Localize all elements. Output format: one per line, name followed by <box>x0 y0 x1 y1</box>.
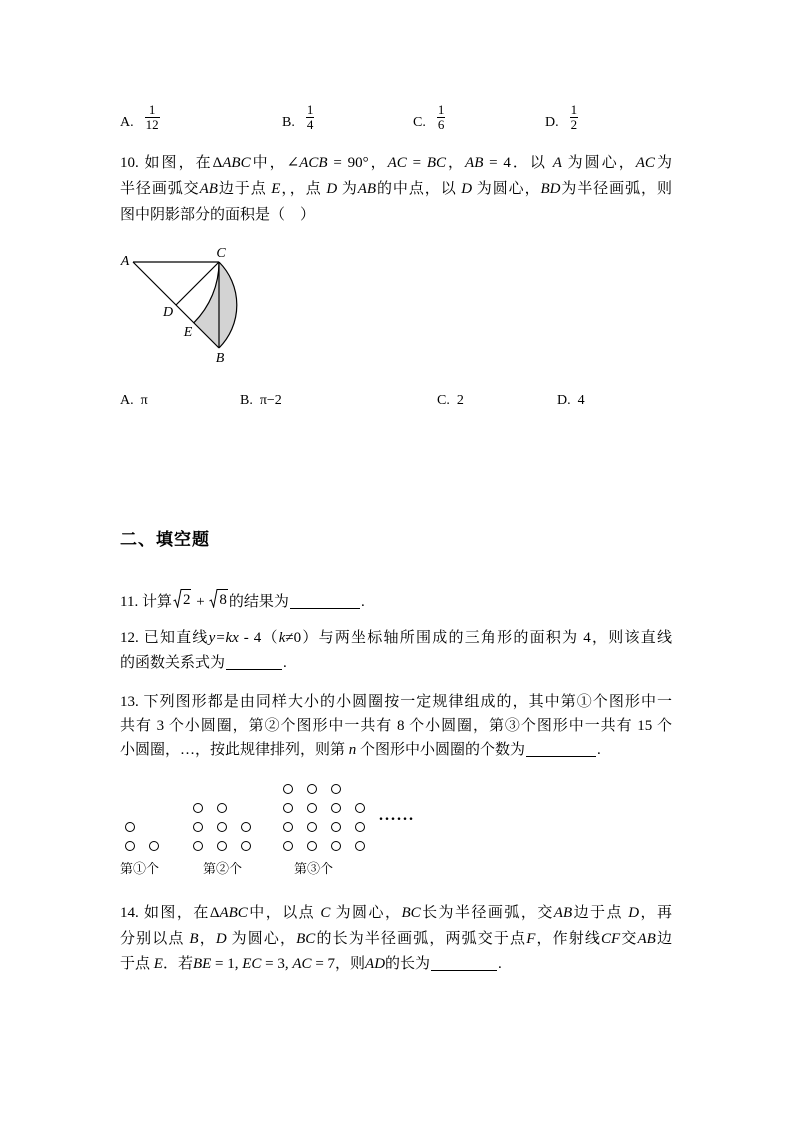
fraction <box>437 103 446 132</box>
small-circle <box>356 823 365 832</box>
radicand: 2 <box>182 589 192 608</box>
pattern-caption-2: 第②个 <box>203 861 243 876</box>
square-root <box>173 589 192 608</box>
text-run: 长为半径画弧，交 <box>420 905 554 921</box>
point-label-d: D <box>162 305 174 320</box>
section-heading: 二、填空题 <box>120 530 210 549</box>
option-label: A. <box>120 115 134 130</box>
math-variable: BE <box>192 956 212 972</box>
q10-option-a <box>120 391 148 411</box>
text-run: = 1, <box>211 956 243 972</box>
text-run: 的函数关系式为 <box>120 655 226 671</box>
text-run: 11. 计算 <box>120 594 172 610</box>
small-circle <box>356 842 365 851</box>
fraction <box>145 103 160 132</box>
math-variable: AB <box>465 155 484 171</box>
small-circle <box>308 804 317 813</box>
math-variable: y=kx <box>208 630 239 646</box>
small-circle <box>284 842 293 851</box>
math-variable: ABC <box>219 905 248 921</box>
small-circle <box>332 804 341 813</box>
text-run: 中，以点 <box>247 905 321 921</box>
math-variable: D <box>326 181 338 197</box>
text-run: . <box>597 742 601 758</box>
text-run: 为圆心， <box>226 931 297 947</box>
math-variable: AB <box>637 931 656 947</box>
q10-option-c <box>437 391 464 411</box>
fraction-denominator: 6 <box>437 117 445 132</box>
text-run: ， <box>198 931 216 947</box>
pattern-caption-3: 第③个 <box>294 861 334 876</box>
small-circle <box>194 804 203 813</box>
small-circle <box>194 842 203 851</box>
pattern-figure-1 <box>126 823 159 851</box>
text-run: 14. 如图，在Δ <box>120 905 220 921</box>
small-circle <box>332 823 341 832</box>
math-variable: n <box>348 742 357 758</box>
fraction-numerator: 1 <box>148 102 156 117</box>
text-run: 于点 <box>120 956 154 972</box>
option-d <box>545 98 578 132</box>
q13-line-3 <box>120 740 672 760</box>
small-circle <box>308 842 317 851</box>
option-value: π <box>140 393 148 408</box>
text-run: 小圆圈，…，按此规律排列，则第 <box>120 742 349 758</box>
text-run: + <box>192 594 209 610</box>
math-variable: E <box>271 181 281 197</box>
small-circle <box>218 804 227 813</box>
small-circle <box>126 823 135 832</box>
fraction-numerator: 1 <box>306 102 314 117</box>
text-run: . <box>360 594 365 610</box>
math-variable: AD <box>365 956 386 972</box>
math-variable: E <box>153 956 163 972</box>
q13-line-2 <box>120 716 672 736</box>
math-variable: AB <box>357 181 377 197</box>
answer-blank <box>226 654 282 670</box>
answer-blank <box>290 593 360 609</box>
option-value: 2 <box>456 393 464 408</box>
q12-line-2 <box>120 653 672 673</box>
option-label: D. <box>557 393 571 408</box>
option-c <box>413 98 445 132</box>
math-variable: ABC <box>222 155 251 171</box>
option-label: A. <box>120 393 134 408</box>
text-run: 为圆心， <box>330 905 402 921</box>
small-circle <box>284 785 293 794</box>
small-circle <box>242 842 251 851</box>
text-run: ，，点 <box>280 181 327 197</box>
pattern-figure-2 <box>194 804 251 851</box>
text-run: ， <box>446 155 466 171</box>
pattern-caption-1: 第①个 <box>120 861 160 876</box>
math-variable: EC <box>242 956 262 972</box>
answer-blank <box>526 741 596 757</box>
q14-line-1 <box>120 903 672 923</box>
text-run: 为 <box>337 181 358 197</box>
text-run: ，再 <box>639 905 672 921</box>
point-label-a: A <box>120 254 130 269</box>
fraction-denominator: 12 <box>145 117 159 132</box>
text-run: 边 <box>655 931 672 947</box>
pattern-ellipsis: ...... <box>379 807 415 824</box>
q13-line-1 <box>120 692 672 712</box>
math-variable: k <box>278 630 286 646</box>
text-run: 的中点，以 <box>376 181 462 197</box>
math-variable: AC <box>635 155 655 171</box>
small-circle <box>332 842 341 851</box>
fraction-denominator: 2 <box>570 117 578 132</box>
small-circle <box>150 842 159 851</box>
small-circle <box>308 785 317 794</box>
q10-line-2 <box>120 179 672 199</box>
fraction-numerator: 1 <box>437 102 445 117</box>
option-label: C. <box>437 393 450 408</box>
option-label: B. <box>240 393 253 408</box>
q11-line-1 <box>120 589 672 609</box>
point-label-e: E <box>183 325 193 340</box>
radical-sign-icon <box>209 589 218 608</box>
radicand: 8 <box>218 589 228 608</box>
text-run: 12. 已知直线 <box>120 630 209 646</box>
small-circle <box>218 842 227 851</box>
answer-blank <box>431 955 497 971</box>
math-variable: C <box>320 905 331 921</box>
point-label-b: B <box>215 351 225 366</box>
math-variable: AB <box>199 181 218 197</box>
option-value: π−2 <box>259 393 282 408</box>
text-run: ，作射线 <box>535 931 602 947</box>
math-variable: BC <box>401 905 421 921</box>
math-variable: D <box>628 905 640 921</box>
text-run: . <box>498 956 502 972</box>
text-run: 分别以点 <box>120 931 190 947</box>
math-variable: ACB <box>299 155 328 171</box>
text-run: 共有 3 个小圆圈，第②个图形中一共有 8 个小圆圈，第③个图形中一共有 15 个 <box>120 718 672 734</box>
text-run: ．若 <box>162 956 193 972</box>
option-label: D. <box>545 115 559 130</box>
small-circle <box>126 842 135 851</box>
math-variable: AC <box>292 956 312 972</box>
option-a <box>120 98 160 132</box>
small-circle <box>284 823 293 832</box>
text-run: . <box>283 655 287 671</box>
math-variable: D <box>461 181 473 197</box>
math-variable: BD <box>540 181 561 197</box>
text-run: 为圆心， <box>561 155 636 171</box>
option-label: C. <box>413 115 426 130</box>
shaded-region <box>194 262 237 348</box>
q12-line-1 <box>120 628 672 648</box>
text-run: = 90°， <box>327 155 388 171</box>
small-circle <box>356 804 365 813</box>
q14-line-3 <box>120 954 672 974</box>
radical-sign-icon <box>173 589 182 608</box>
small-circle <box>242 823 251 832</box>
option-value: 4 <box>577 393 585 408</box>
fraction <box>570 103 579 132</box>
option-label: B. <box>282 115 295 130</box>
small-circle <box>284 804 293 813</box>
fraction-numerator: 1 <box>570 102 578 117</box>
text-run: = 3, <box>261 956 293 972</box>
q13-circle-pattern-figure <box>110 775 380 855</box>
small-circle <box>194 823 203 832</box>
math-variable: A <box>552 155 562 171</box>
fraction <box>306 103 315 132</box>
option-b <box>282 98 314 132</box>
text-run: = 7，则 <box>311 956 366 972</box>
math-variable: F <box>526 931 536 947</box>
text-run: = <box>406 155 427 171</box>
point-label-c: C <box>216 246 226 261</box>
small-circle <box>332 785 341 794</box>
text-run: 交 <box>620 931 638 947</box>
math-variable: BC <box>296 931 316 947</box>
text-run: 半径画弧交 <box>120 181 200 197</box>
small-circle <box>308 823 317 832</box>
q10-line-1 <box>120 153 672 173</box>
q10-option-b <box>240 391 282 411</box>
text-run: 的结果为 <box>228 594 289 610</box>
text-run: 13. 下列图形都是由同样大小的小圆圈按一定规律组成的，其中第①个图形中一 <box>120 694 672 710</box>
math-variable: B <box>189 931 199 947</box>
math-variable: D <box>215 931 227 947</box>
q10-line-3 <box>120 205 672 225</box>
math-variable: CF <box>601 931 621 947</box>
pattern-figure-3 <box>284 785 365 851</box>
text-run: 10. 如图，在Δ <box>120 155 223 171</box>
text-run: 图中阴影部分的面积是（ ） <box>120 207 316 223</box>
text-run: 为半径画弧，则 <box>560 181 672 197</box>
text-run: - 4（ <box>238 630 279 646</box>
q14-line-2 <box>120 929 672 949</box>
text-run: 的长为 <box>385 956 431 972</box>
fraction-denominator: 4 <box>306 117 314 132</box>
math-variable: AB <box>553 905 573 921</box>
text-run: 中，∠ <box>250 155 300 171</box>
text-run: 为 <box>654 155 672 171</box>
math-variable: AC <box>387 155 407 171</box>
text-run: 边于点 <box>217 181 272 197</box>
text-run: 的长为半径画弧，两弧交于点 <box>315 931 527 947</box>
math-variable: BC <box>426 155 446 171</box>
small-circle <box>218 823 227 832</box>
q10-option-d <box>557 391 585 411</box>
text-run: 边于点 <box>572 905 629 921</box>
text-run: = 4．以 <box>483 155 553 171</box>
square-root <box>209 589 228 608</box>
text-run: ≠0）与两坐标轴所围成的三角形的面积为 4，则该直线 <box>285 630 672 646</box>
text-run: 个图形中小圆圈的个数为 <box>356 742 526 758</box>
text-run: 为圆心， <box>472 181 541 197</box>
q10-geometry-figure <box>110 240 250 370</box>
